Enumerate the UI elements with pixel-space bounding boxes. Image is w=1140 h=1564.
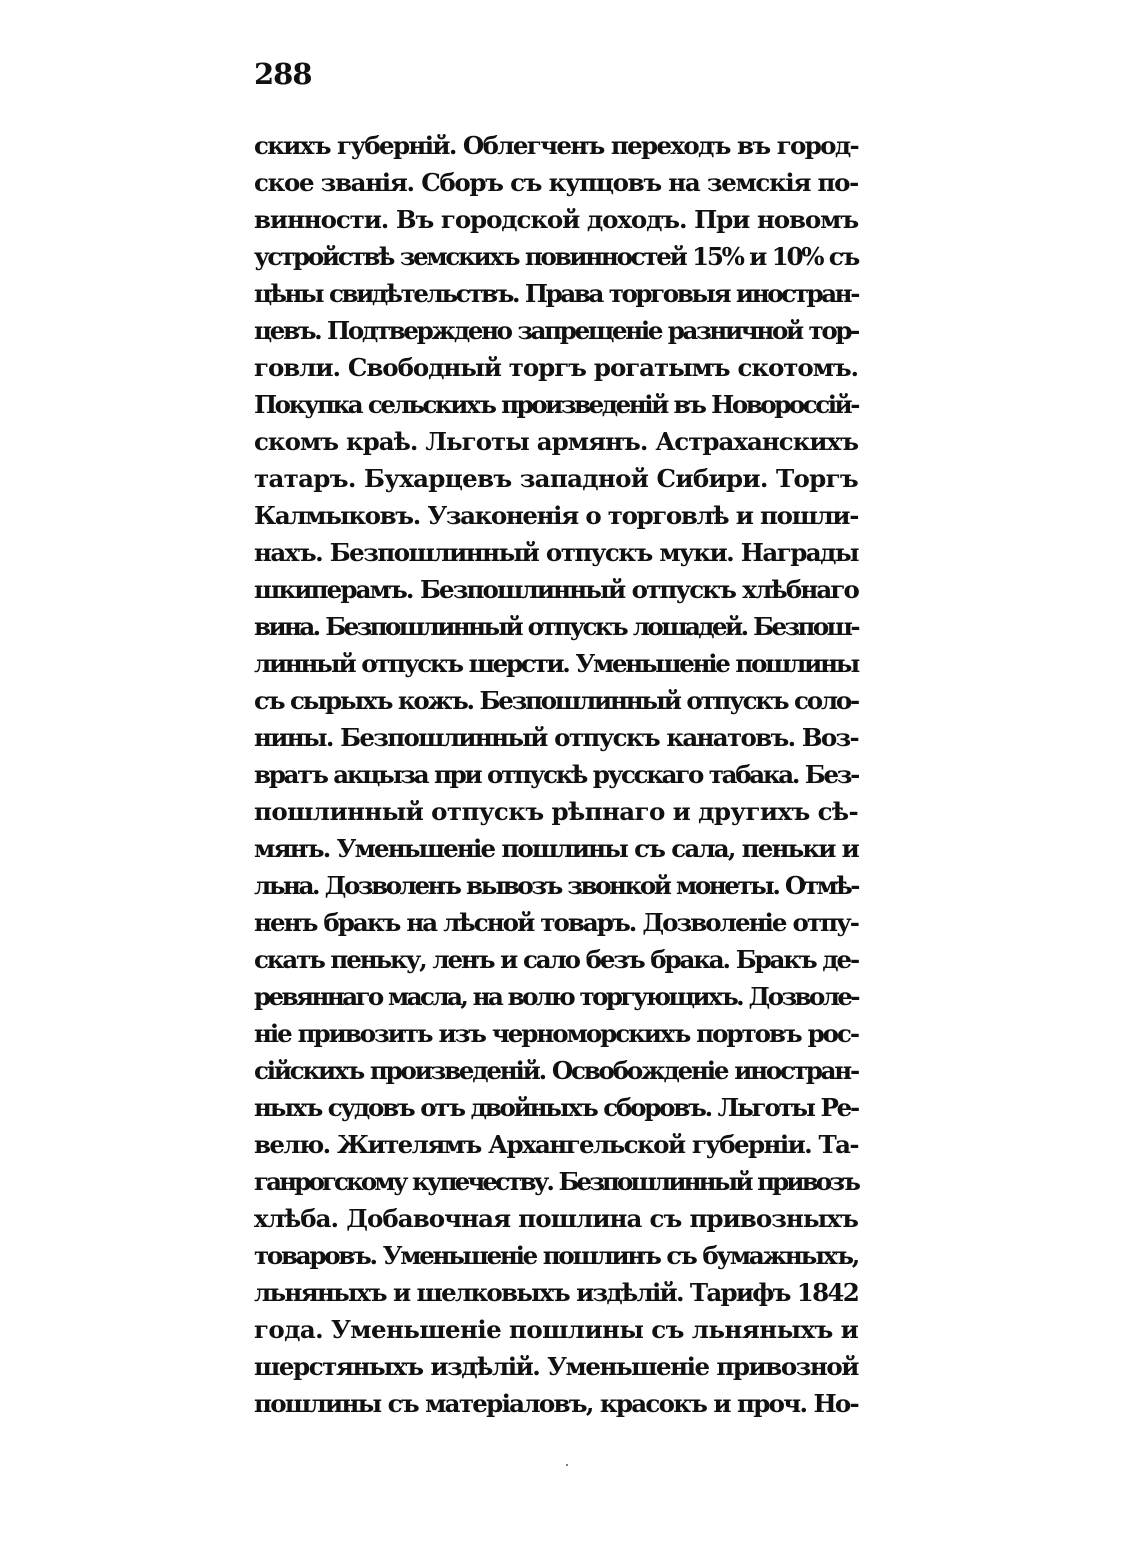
text-line: ганрогскому купечеству. Безпошлинный привозъ xyxy=(254,1167,858,1196)
text-line: скомъ краѣ. Льготы армянъ. Астраханскихъ xyxy=(254,427,858,456)
text-line: татаръ. Бухарцевъ западной Сибири. Торгъ xyxy=(254,464,858,493)
text-line: товаровъ. Уменьшеніе пошлинъ съ бумажныхъ, xyxy=(254,1241,858,1270)
text-line: ревяннаго масла, на волю торгующихъ. Дозволе- xyxy=(254,982,858,1011)
text-line: пошлинный отпускъ рѣпнаго и другихъ сѣ- xyxy=(254,797,859,826)
body-text xyxy=(254,127,858,1422)
page-number: 288 xyxy=(254,57,312,91)
text-line: шкиперамъ. Безпошлинный отпускъ хлѣбнаго xyxy=(254,575,858,604)
text-line: ныхъ судовъ отъ двойныхъ сборовъ. Льготы Ре- xyxy=(254,1093,858,1122)
text-line: сійскихъ произведеній. Освобожденіе иностран- xyxy=(254,1056,858,1085)
text-line: шерстяныхъ издѣлій. Уменьшеніе привозной xyxy=(254,1352,858,1381)
text-line: ское званія. Сборъ съ купцовъ на земскія по- xyxy=(254,168,858,197)
text-line: говли. Свободный торгъ рогатымъ скотомъ. xyxy=(254,353,858,382)
text-line: линный отпускъ шерсти. Уменьшеніе пошлины xyxy=(254,649,858,678)
text-line: скать пеньку, ленъ и сало безъ брака. Бракъ де- xyxy=(254,945,858,974)
text-line: Калмыковъ. Узаконенія о торговлѣ и пошли- xyxy=(254,501,858,530)
text-line: скихъ губерній. Облегченъ переходъ въ город- xyxy=(254,131,858,160)
text-line: винности. Въ городской доходъ. При новомъ xyxy=(254,205,858,234)
text-line: вина. Безпошлинный отпускъ лошадей. Безпош- xyxy=(254,612,858,641)
text-line: цевъ. Подтверждено запрещеніе разничной тор- xyxy=(254,316,858,345)
text-line: вратъ акцыза при отпускѣ русскаго табака. Без- xyxy=(254,760,858,789)
text-line: хлѣба. Добавочная пошлина съ привозныхъ xyxy=(254,1204,858,1233)
text-line: нины. Безпошлинный отпускъ канатовъ. Воз- xyxy=(254,723,858,752)
text-line: съ сырыхъ кожъ. Безпошлинный отпускъ соло- xyxy=(254,686,858,715)
print-speck xyxy=(566,1464,568,1466)
text-line: года. Уменьшеніе пошлины съ льняныхъ и xyxy=(254,1315,859,1344)
text-line: пошлины съ матеріаловъ, красокъ и проч. Но- xyxy=(254,1389,858,1418)
text-line: устройствѣ земскихъ повинностей 15% и 10% съ xyxy=(254,242,858,271)
text-line: мянъ. Уменьшеніе пошлины съ сала, пеньки и xyxy=(254,834,858,863)
text-line: велю. Жителямъ Архангельской губерніи. Та- xyxy=(254,1130,858,1159)
text-line: льна. Дозволенъ вывозъ звонкой монеты. Отмѣ- xyxy=(254,871,858,900)
text-line: льняныхъ и шелковыхъ издѣлій. Тарифъ 1842 xyxy=(254,1278,858,1307)
text-line: нахъ. Безпошлинный отпускъ муки. Награды xyxy=(254,538,858,567)
text-line: Покупка сельскихъ произведеній въ Новороссій- xyxy=(254,390,858,419)
text-line: ніе привозить изъ черноморскихъ портовъ рос- xyxy=(254,1019,858,1048)
text-line: ненъ бракъ на лѣсной товаръ. Дозволеніе отпу- xyxy=(254,908,858,937)
text-line: цѣны свидѣтельствъ. Права торговыя иностран- xyxy=(254,279,858,308)
